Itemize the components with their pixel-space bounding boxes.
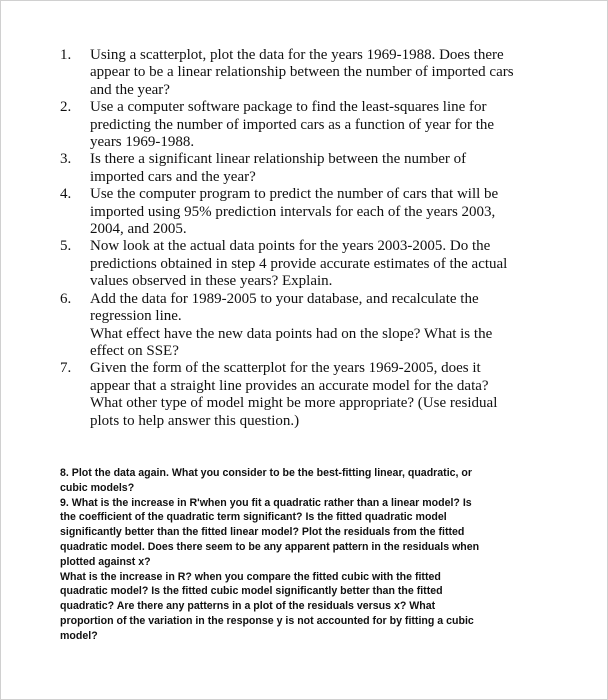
question-number: 5. bbox=[60, 238, 72, 255]
question-line: Is there a significant linear relationship between the number of bbox=[90, 151, 467, 168]
question-line: values observed in these years? Explain. bbox=[90, 273, 333, 290]
bold-line: quadratic model. Does there seem to be any apparent pattern in the residuals when bbox=[60, 540, 480, 553]
bold-line: cubic models? bbox=[60, 481, 135, 494]
question-4 bbox=[60, 186, 560, 238]
question-line: Add the data for 1989-2005 to your database, and recalculate the bbox=[90, 290, 479, 307]
bold-line: What is the increase in R? when you compare the fitted cubic with the fitted bbox=[60, 570, 441, 583]
question-5 bbox=[60, 238, 560, 290]
bold-line: model? bbox=[60, 629, 98, 642]
numbered-questions bbox=[60, 47, 560, 430]
bold-line: 8. Plot the data again. What you consider to be the best-fitting linear, quadratic, or bbox=[60, 467, 473, 479]
question-7 bbox=[60, 360, 560, 430]
question-number: 4. bbox=[60, 186, 72, 203]
question-6 bbox=[60, 291, 560, 361]
bold-line: quadratic model? Is the fitted cubic model significantly better than the fitted bbox=[60, 585, 443, 598]
question-line: regression line. bbox=[90, 308, 182, 325]
question-line: and the year? bbox=[90, 81, 170, 98]
question-line: plots to help answer this question.) bbox=[90, 412, 300, 429]
question-line: What effect have the new data points had on the slope? What is the bbox=[90, 325, 493, 342]
question-line: predicting the number of imported cars as a function of year for the bbox=[90, 116, 495, 133]
bold-questions bbox=[60, 466, 560, 644]
question-number: 1. bbox=[60, 47, 72, 63]
question-line: 2004, and 2005. bbox=[90, 221, 187, 238]
question-number: 6. bbox=[60, 290, 72, 307]
bold-line: significantly better than the fitted linear model? Plot the residuals from the fitted bbox=[60, 526, 465, 539]
question-line: appear that a straight line provides an accurate model for the data? bbox=[90, 377, 489, 394]
question-line: appear to be a linear relationship between the number of imported cars bbox=[90, 64, 514, 81]
question-line: Using a scatterplot, plot the data for the years 1969-1988. Does there bbox=[90, 47, 504, 63]
bold-line: plotted against x? bbox=[60, 555, 151, 568]
question-line: Use the computer program to predict the number of cars that will be bbox=[90, 186, 499, 203]
question-line: predictions obtained in step 4 provide accurate estimates of the actual bbox=[90, 255, 508, 272]
question-line: years 1969-1988. bbox=[90, 134, 195, 151]
question-line: effect on SSE? bbox=[90, 342, 179, 359]
bold-line: 9. What is the increase in R'when you fit a quadratic rather than a linear model? Is bbox=[60, 496, 472, 509]
question-line: Use a computer software package to find the least-squares line for bbox=[90, 99, 487, 116]
question-1 bbox=[60, 47, 560, 99]
question-line: Now look at the actual data points for the years 2003-2005. Do the bbox=[90, 238, 491, 255]
question-line: Given the form of the scatterplot for the years 1969-2005, does it bbox=[90, 360, 481, 377]
bold-line: proportion of the variation in the response y is not accounted for by fitting a cubic bbox=[60, 614, 474, 627]
question-line: What other type of model might be more appropriate? (Use residual bbox=[90, 395, 498, 412]
question-line: imported cars and the year? bbox=[90, 168, 256, 185]
question-number: 2. bbox=[60, 99, 72, 116]
question-number: 7. bbox=[60, 360, 72, 377]
question-3 bbox=[60, 151, 560, 186]
question-line: imported using 95% prediction intervals for each of the years 2003, bbox=[90, 203, 496, 220]
question-2 bbox=[60, 99, 560, 151]
bold-line: quadratic? Are there any patterns in a plot of the residuals versus x? What bbox=[60, 600, 436, 613]
question-number: 3. bbox=[60, 151, 72, 168]
bold-line: the coefficient of the quadratic term significant? Is the fitted quadratic model bbox=[60, 511, 447, 524]
